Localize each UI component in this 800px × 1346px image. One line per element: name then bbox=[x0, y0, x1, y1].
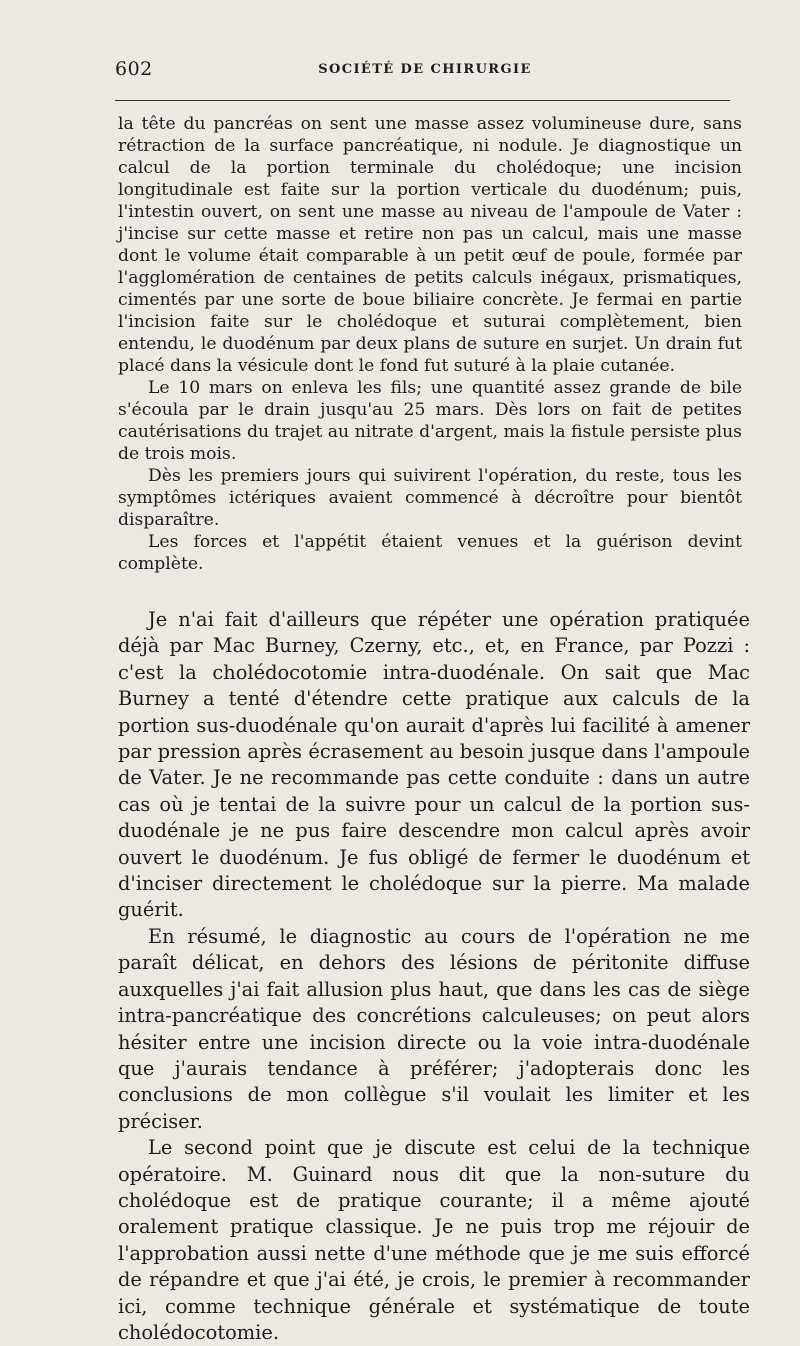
case-report-text bbox=[118, 113, 742, 575]
paragraph: la tête du pancréas on sent une masse assez volumineuse dure, sans rétraction de la surface pancréatique, ni nodule. Je diagnostique un calcul de la portion terminale du cholédoque; une incision longitudinale est faite sur la portion verticale du duodénum; puis, l'intestin ouvert, on sent une masse au niveau de l'ampoule de Vater : j'incise sur cette masse et retire non pas un calcul, mais une masse dont le volume était comparable à un petit œuf de poule, formée par l'agglomération de centaines de petits calculs inégaux, prismatiques, cimentés par une sorte de boue biliaire concrète. Je fermai en partie l'incision faite sur le cholédoque et suturai complètement, bien entendu, le duodénum par deux plans de suture en surjet. Un drain fut placé dans la vésicule dont le fond fut suturé à la plaie cutanée. bbox=[118, 114, 742, 376]
header-rule bbox=[115, 100, 730, 101]
page-header bbox=[115, 58, 735, 88]
paragraph: Le 10 mars on enleva les fils; une quantité assez grande de bile s'écoula par le drain jusqu'au 25 mars. Dès lors on fait de petites cautérisations du trajet au nitrate d'argent, mais la fistule persiste plus de trois mois. bbox=[118, 378, 742, 464]
paragraph: En résumé, le diagnostic au cours de l'opération ne me paraît délicat, en dehors des lésions de péritonite diffuse auxquelles j'ai fait allusion plus haut, que dans les cas de siège intra-pancréatique des concrétions calculeuses; on peut alors hésiter entre une incision directe ou la voie intra-duodénale que j'aurais tendance à préférer; j'adopterais donc les conclusions de mon collègue s'il voulait les limiter et les préciser. bbox=[118, 924, 750, 1133]
paragraph: Je n'ai fait d'ailleurs que répéter une opération pratiquée déjà par Mac Burney, Czerny, etc., et, en France, par Pozzi : c'est la cholédocotomie intra-duodénale. On sait que Mac Burney a tenté d'étendre cette pratique aux calculs de la portion sus-duodénale qu'on aurait d'après lui facilité à amener par pression après écrasement au besoin jusque dans l'ampoule de Vater. Je ne recommande pas cette conduite : dans un autre cas où je tentai de la suivre pour un calcul de la portion sus-duodénale je ne pus faire descendre mon calcul après avoir ouvert le duodénum. Je fus obligé de fermer le duodénum et d'inciser directement le cholédoque sur la pierre. Ma malade guérit. bbox=[118, 608, 750, 922]
page-number: 602 bbox=[115, 58, 153, 80]
paragraph: Dès les premiers jours qui suivirent l'opération, du reste, tous les symptômes ictériques avaient commencé à décroître pour bientôt disparaître. bbox=[118, 466, 742, 530]
running-title: SOCIÉTÉ DE CHIRURGIE bbox=[318, 62, 532, 77]
paragraph: Les forces et l'appétit étaient venues et la guérison devint complète. bbox=[118, 532, 742, 574]
discussion-text bbox=[118, 607, 750, 1346]
paragraph: Le second point que je discute est celui de la technique opératoire. M. Guinard nous dit que la non-suture du cholédoque est de pratique courante; il a même ajouté oralement pratique classique. Je ne puis trop me réjouir de l'approbation aussi nette d'une méthode que je me suis efforcé de répandre et que j'ai été, je crois, le premier à recommander ici, comme technique générale et systématique de toute cholédocotomie. bbox=[118, 1136, 750, 1344]
